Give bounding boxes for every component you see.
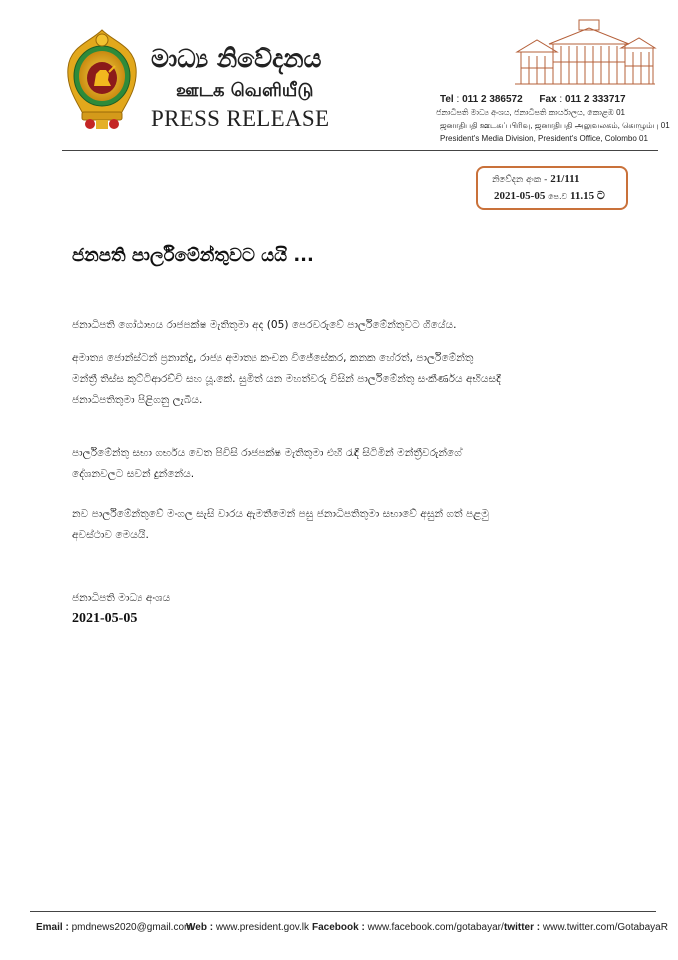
paragraph-3-line-2: දේශනවලට සවන් දුන්නේය. (72, 468, 195, 480)
contact-tel-fax: Tel : 011 2 386572 Fax : 011 2 333717 (440, 94, 626, 105)
title-english: PRESS RELEASE (151, 106, 330, 131)
twitter-label: twitter : (504, 922, 541, 933)
paragraph-1: ජනාධිපති ගෝඨාභය රාජපක්ෂ මැතිතුමා අද (05) පෙරවරුවේ පාර්ලිමේන්තුවට ගියේය. (72, 319, 457, 331)
presidents-office-building-illustration (513, 18, 657, 86)
paragraph-2-line-3: ජනාධිපතිතුමා පිළිගනු ලැබීය. (72, 394, 203, 406)
tel-value: 011 2 386572 (462, 94, 523, 105)
paragraph-2-line-1: අමාත්‍ය ජොන්ස්ටන් ප්‍රනාන්දු, රාජ්‍ය අමාත්‍ය කංචන විජේසේකර, කනක හේරත්, පාර්ලිමේන්තු (72, 352, 474, 364)
fax-label: Fax (539, 94, 557, 105)
address-sinhala: ජනාධිපති මාධ්‍ය අංශය, ජනාධිපති කාර්යාලය, කොළඹ 01 (436, 108, 625, 117)
footer-email (36, 922, 192, 933)
footer-web (186, 922, 309, 933)
paragraph-2-line-2: මන්ත්‍රී තිස්ස කුට්ටිආරච්චි සහ යූ.කේ. සුමිත් යන මහත්වරු විසින් පාර්ලිමේන්තු සංකීර්ණය අභියසදී (72, 373, 501, 385)
reference-number-line (492, 173, 580, 185)
header-divider (62, 150, 658, 151)
address-english: President's Media Division, President's Office, Colombo 01 (440, 134, 648, 143)
email-link[interactable]: pmdnews2020@gmail.com (71, 922, 193, 933)
web-link[interactable]: www.president.gov.lk (215, 922, 310, 933)
email-label: Email : (36, 922, 69, 933)
paragraph-3-line-1: පාර්ලිමේන්තු සභා ගර්භය වෙත පිවිසි රාජපක්ෂ මැතිතුමා එහි රැඳී සිටිමින් මන්ත්‍රීවරුන්ගේ (72, 447, 462, 459)
reference-date: 2021-05-05 (494, 190, 546, 202)
tel-label: Tel (440, 94, 454, 105)
footer-facebook (312, 922, 504, 933)
facebook-link[interactable]: www.facebook.com/gotabayar/ (367, 922, 504, 933)
address-tamil: ஜனாதிபதி ஊடகப் பிரிவு, ஜனாதிபதி அலுவலகம், கொழும்பு 01 (440, 121, 670, 130)
footer-divider (30, 911, 656, 912)
fax-value: 011 2 333717 (564, 94, 626, 105)
reference-time: 11.15 ට (570, 190, 605, 202)
twitter-link[interactable]: www.twitter.com/GotabayaR (542, 922, 668, 933)
reference-label: නිවේදන අංක - (492, 175, 548, 185)
sri-lanka-emblem-logo (60, 28, 144, 132)
reference-time-label: පෙ.ව (548, 192, 568, 201)
reference-datetime-line (494, 190, 605, 203)
reference-number: 21/111 (550, 173, 580, 185)
facebook-label: Facebook : (312, 922, 365, 933)
web-label: Web : (186, 922, 214, 933)
title-sinhala: මාධ්‍ය නිවේදනය (151, 44, 322, 73)
signature-office: ජනාධිපති මාධ්‍ය අංශය (72, 592, 171, 604)
footer-twitter (504, 922, 668, 933)
paragraph-4-line-1: නව පාර්ලිමේන්තුවේ මංගල සැසි වාරය ඇමතීමෙන් පසු ජනාධිපතිතුමා සභාවේ අසුන් ගත් පළමු (72, 508, 489, 520)
paragraph-4-line-2: අවස්ථාව මෙයයි. (72, 529, 149, 541)
signature-date: 2021-05-05 (72, 611, 138, 626)
title-tamil: ஊடக வெளியீடு (176, 80, 314, 101)
press-release-headline: ජනපති පාර්ලිමේන්තුවට යයි ... (72, 245, 314, 266)
